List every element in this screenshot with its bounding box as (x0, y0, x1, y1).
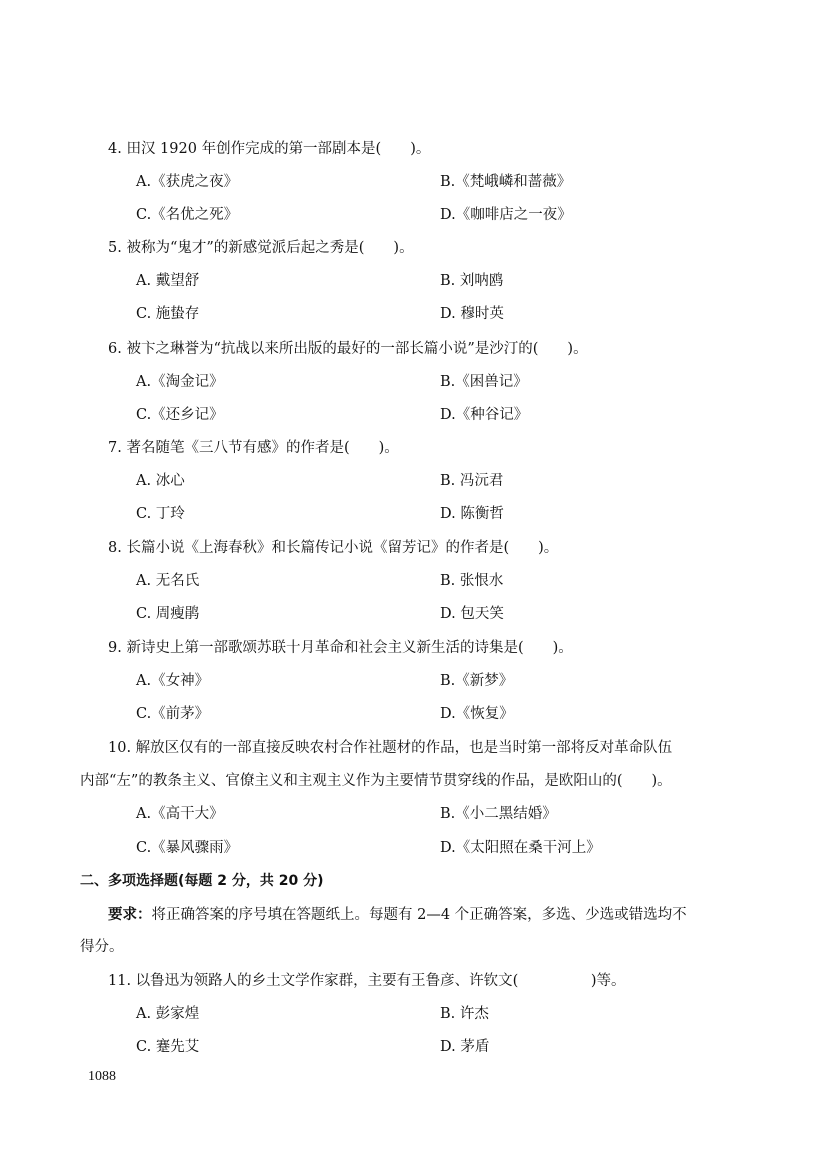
question-5: 5. 被称为“鬼才”的新感觉派后起之秀是( )。 (108, 240, 414, 256)
question-11: 11. 以鲁迅为领路人的乡土文学作家群，主要有王鲁彦、许钦文( )等。 (108, 973, 626, 989)
q10-option-a: A.《高干大》 (136, 806, 224, 822)
q10-option-b: B.《小二黑结婚》 (440, 806, 557, 822)
q9-option-c: C.《前茅》 (136, 706, 210, 722)
q6-option-a: A.《淘金记》 (136, 374, 224, 390)
q11-option-b: B. 许杰 (440, 1006, 489, 1022)
q6-option-b: B.《困兽记》 (440, 374, 528, 390)
q4-option-c: C.《名优之死》 (136, 207, 239, 223)
requirement-label: 要求： (108, 906, 152, 923)
q5-option-a: A. 戴望舒 (136, 273, 200, 289)
q9-option-a: A.《女神》 (136, 673, 210, 689)
section-2-requirement (108, 905, 687, 925)
q4-option-b: B.《梵峨嶙和蔷薇》 (440, 174, 572, 190)
q8-option-d: D. 包天笑 (440, 606, 504, 622)
q8-option-a: A. 无名氏 (136, 573, 200, 589)
q9-option-d: D.《恢复》 (440, 706, 514, 722)
q6-option-c: C.《还乡记》 (136, 407, 224, 423)
q7-option-c: C. 丁玲 (136, 506, 185, 522)
q11-option-a: A. 彭家煌 (136, 1006, 200, 1022)
question-6: 6. 被卞之琳誉为“抗战以来所出版的最好的一部长篇小说”是沙汀的( )。 (108, 341, 588, 357)
requirement-text: 将正确答案的序号填在答题纸上。每题有 2—4 个正确答案，多选、少选或错选均不 (151, 907, 687, 923)
q5-option-c: C. 施蛰存 (136, 306, 200, 322)
q8-option-b: B. 张恨水 (440, 573, 504, 589)
section-2-title: 二、多项选择题(每题 2 分，共 20 分) (80, 873, 324, 889)
q7-option-b: B. 冯沅君 (440, 473, 504, 489)
q10-option-d: D.《太阳照在桑干河上》 (440, 840, 601, 856)
q5-option-d: D. 穆时英 (440, 306, 504, 322)
q6-option-d: D.《种谷记》 (440, 407, 529, 423)
q11-option-c: C. 蹇先艾 (136, 1039, 200, 1055)
question-10-line1: 10. 解放区仅有的一部直接反映农村合作社题材的作品，也是当时第一部将反对革命队伍 (108, 740, 673, 756)
q4-option-d: D.《咖啡店之一夜》 (440, 207, 572, 223)
q7-option-d: D. 陈衡哲 (440, 506, 504, 522)
q5-option-b: B. 刘呐鸥 (440, 273, 504, 289)
q10-option-c: C.《暴风骤雨》 (136, 840, 239, 856)
q8-option-c: C. 周瘦鹃 (136, 606, 200, 622)
question-8: 8. 长篇小说《上海春秋》和长篇传记小说《留芳记》的作者是( )。 (108, 540, 559, 556)
q11-option-d: D. 茅盾 (440, 1039, 490, 1055)
question-7: 7. 著名随笔《三八节有感》的作者是( )。 (108, 440, 399, 456)
section-2-requirement-line2: 得分。 (80, 939, 124, 955)
question-10-line2: 内部“左”的教条主义、官僚主义和主观主义作为主要情节贯穿线的作品，是欧阳山的( )。 (80, 773, 672, 789)
question-9: 9. 新诗史上第一部歌颂苏联十月革命和社会主义新生活的诗集是( )。 (108, 640, 573, 656)
q4-option-a: A.《获虎之夜》 (136, 174, 239, 190)
q7-option-a: A. 冰心 (136, 473, 185, 489)
question-4: 4. 田汉 1920 年创作完成的第一部剧本是( )。 (108, 141, 431, 157)
q9-option-b: B.《新梦》 (440, 673, 514, 689)
page-number: 1088 (88, 1069, 116, 1084)
